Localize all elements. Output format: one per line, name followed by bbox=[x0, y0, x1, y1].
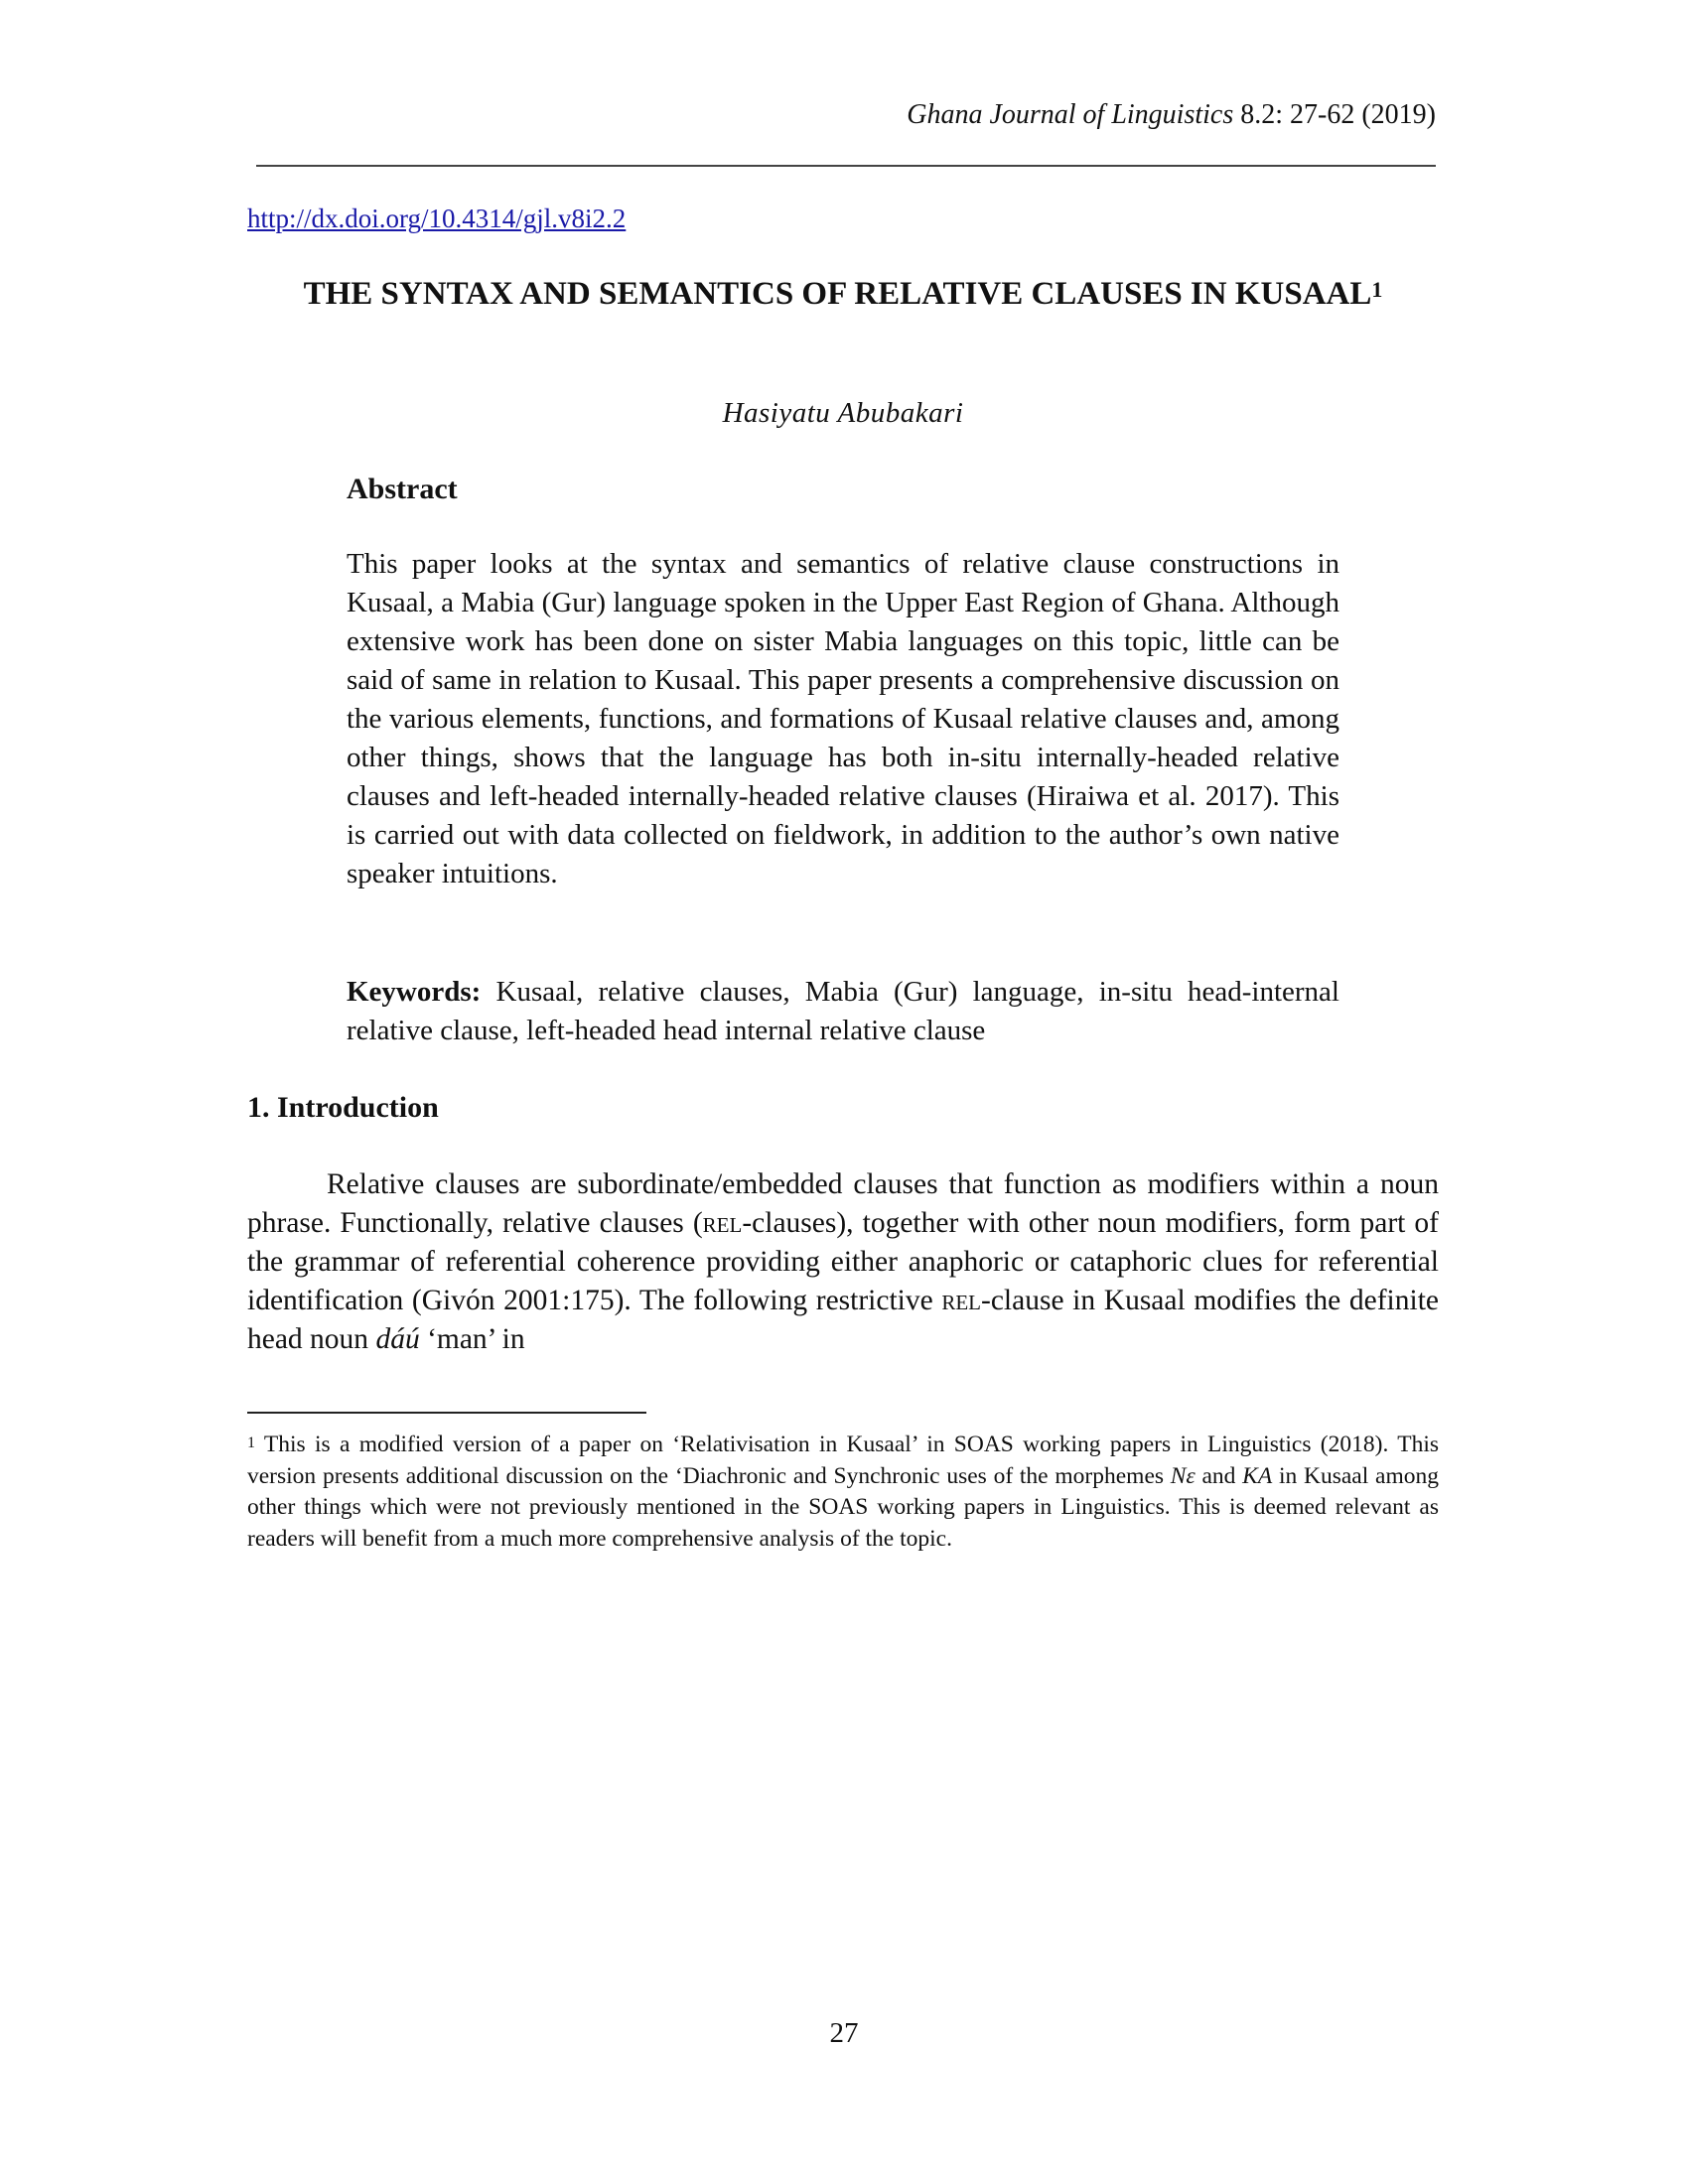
footnote-text-part: and bbox=[1195, 1462, 1243, 1489]
footnote-mark: 1 bbox=[247, 1434, 255, 1451]
footnote-separator bbox=[247, 1412, 646, 1414]
journal-name: Ghana Journal of Linguistics bbox=[907, 99, 1234, 130]
rel-abbreviation: rel bbox=[941, 1285, 982, 1316]
doi-link[interactable]: http://dx.doi.org/10.4314/gjl.v8i2.2 bbox=[247, 204, 627, 233]
header-divider bbox=[256, 165, 1436, 167]
intro-text-part: -clauses), together with other noun modifiers, form part of the grammar of referential coherence providing either anaphoric or cataphoric clues for referential identification (Givón 2001:175). The following restrictive bbox=[247, 1207, 1440, 1316]
section-heading-introduction: 1. Introduction bbox=[247, 1091, 439, 1124]
page-number: 27 bbox=[829, 2017, 859, 2049]
keywords-label: Keywords: bbox=[347, 976, 482, 1008]
paper-title-text: THE SYNTAX AND SEMANTICS OF RELATIVE CLAUSES IN KUSAAL bbox=[303, 276, 1372, 312]
author-name: Hasiyatu Abubakari bbox=[722, 397, 964, 429]
intro-text-part: ‘man’ in bbox=[419, 1323, 525, 1355]
introduction-paragraph bbox=[247, 1165, 1439, 1359]
intro-text-part: Relative clauses are subordinate/embedded clauses that function as modifiers within a noun phrase. Functionally, relative clauses ( bbox=[247, 1168, 1439, 1239]
footnote-text-part: in Kusaal among other things which were not previously mentioned in the SOAS working papers in Linguistics. This is deemed relevant as readers will benefit from a much more comprehensive analysis of the topic. bbox=[247, 1462, 1439, 1552]
abstract-heading: Abstract bbox=[347, 473, 458, 505]
title-footnote-mark[interactable]: 1 bbox=[1371, 277, 1383, 302]
journal-citation: 8.2: 27-62 (2019) bbox=[1233, 99, 1436, 130]
footnote-morpheme: Nɛ bbox=[1170, 1462, 1196, 1489]
head-noun-example: dáú bbox=[375, 1323, 420, 1355]
rel-abbreviation: rel bbox=[702, 1207, 743, 1239]
abstract-body: This paper looks at the syntax and semantics of relative clause constructions in Kusaal, a Mabia (Gur) language spoken in the Upper East Region of Ghana. Although extensive work has been done on sister Mabia languages on this topic, little can be said of same in relation to Kusaal. This paper presents a comprehensive discussion on the various elements, functions, and formations of Kusaal relative clauses and, among other things, shows that the language has both in-situ internally-headed relative clauses and left-headed internally-headed relative clauses (Hiraiwa et al. 2017). This is carried out with data collected on fieldwork, in addition to the author’s own native speaker intuitions. bbox=[347, 548, 1339, 889]
keywords-text: Kusaal, relative clauses, Mabia (Gur) language, in-situ head-internal relative clause, left-headed head internal relative clause bbox=[347, 976, 1339, 1046]
keywords bbox=[347, 973, 1339, 1050]
running-header bbox=[907, 97, 1436, 133]
intro-text-part: -clause in Kusaal modifies the definite head noun bbox=[247, 1285, 1439, 1355]
footnote-morpheme: KA bbox=[1242, 1462, 1273, 1489]
footnote-text-part: This is a modified version of a paper on ‘Relativisation in Kusaal’ in SOAS working papers in Linguistics (2018). This version presents additional discussion on the ‘Diachronic and Synchronic uses of the morphemes bbox=[247, 1432, 1439, 1489]
paper-title bbox=[247, 272, 1439, 316]
footnote-1 bbox=[247, 1430, 1439, 1555]
